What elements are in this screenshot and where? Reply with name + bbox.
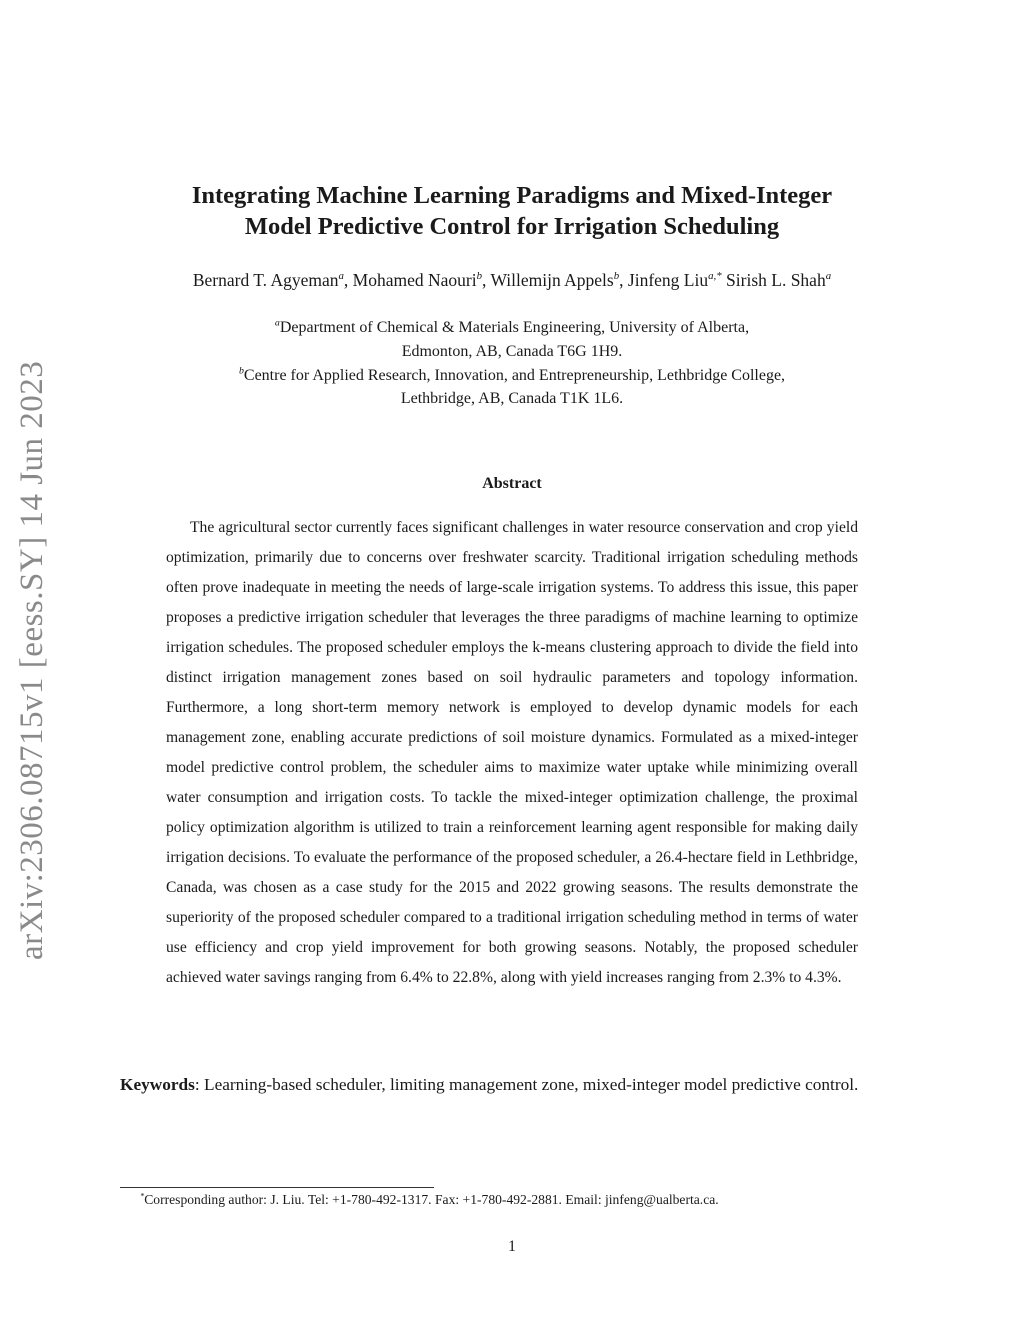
- author-separator: ,: [343, 270, 353, 290]
- affiliation-a-address: Edmonton, AB, Canada T6G 1H9.: [401, 342, 623, 360]
- keywords-text: : Learning-based scheduler, limiting management zone, mixed-integer model predictive control.: [194, 1075, 859, 1094]
- author-name: Bernard T. Agyeman: [192, 270, 339, 290]
- author-separator: ,: [619, 270, 628, 290]
- author-name: Willemijn Appels: [490, 270, 614, 290]
- affiliations: [120, 316, 904, 411]
- author-name: Sirish L. Shah: [726, 270, 826, 290]
- author-affiliation-mark: a: [338, 270, 344, 283]
- page-number: 1: [508, 1238, 516, 1255]
- affiliation-b: [120, 364, 904, 388]
- footnote-rule: [120, 1187, 434, 1188]
- author-separator: ,: [482, 270, 491, 290]
- paper-title: [120, 180, 904, 242]
- abstract-body: [166, 513, 858, 993]
- affiliation-a: [120, 316, 904, 340]
- title-line-2: Model Predictive Control for Irrigation Scheduling: [244, 213, 780, 240]
- affiliation-mark: a: [274, 317, 280, 329]
- abstract-paragraph: The agricultural sector currently faces significant challenges in water resource conservation and crop yield optimization, primarily due to concerns over freshwater scarcity. Traditional irrigation scheduling methods often prove inadequate in meeting the needs of large-scale irrigation systems. To address this issue, this paper proposes a predictive irrigation scheduler that leverages the three paradigms of machine learning to optimize irrigation schedules. The proposed scheduler employs the k-means clustering approach to divide the field into distinct irrigation management zones based on soil hydraulic parameters and topology information. Furthermore, a long short-term memory network is employed to develop dynamic models for each management zone, enabling accurate predictions of soil moisture dynamics. Formulated as a mixed-integer model predictive control problem, the scheduler aims to maximize water uptake while minimizing overall water consumption and irrigation costs. To tackle the mixed-integer optimization challenge, the proximal policy optimization algorithm is utilized to train a reinforcement learning agent responsible for making daily irrigation decisions. To evaluate the performance of the proposed scheduler, a 26.4-hectare field in Lethbridge, Canada, was chosen as a case study for the 2015 and 2022 growing seasons. The results demonstrate the superiority of the proposed scheduler compared to a traditional irrigation scheduling method in terms of water use efficiency and crop yield improvement for both growing seasons. Notably, the proposed scheduler achieved water savings ranging from 6.4% to 22.8%, along with yield increases ranging from 2.3% to 4.3%.: [166, 519, 858, 986]
- affiliation-mark: b: [238, 365, 244, 377]
- author-list: [120, 268, 904, 292]
- corresponding-author-footnote: [120, 1190, 904, 1210]
- author-affiliation-mark: b: [476, 270, 483, 283]
- author-affiliation-mark: a: [825, 270, 832, 283]
- author-affiliation-mark: b: [613, 270, 620, 283]
- footnote-mark: *: [140, 1190, 145, 1201]
- author-name: Jinfeng Liu: [627, 270, 709, 290]
- affiliation-line-1: Department of Chemical & Materials Engineering, University of Alberta,: [279, 319, 750, 336]
- keywords: [120, 1068, 904, 1102]
- title-line-1: Integrating Machine Learning Paradigms and Mixed-Integer: [191, 182, 833, 209]
- keywords-label: Keywords: [120, 1075, 195, 1094]
- footnote-text: Corresponding author: J. Liu. Tel: +1-780-492-1317. Fax: +1-780-492-2881. Email: jinfeng@ualberta.ca.: [144, 1192, 719, 1207]
- author-name: Mohamed Naouri: [352, 270, 477, 290]
- author-affiliation-mark: a,*: [708, 270, 722, 283]
- affiliation-line-1: Centre for Applied Research, Innovation, and Entrepreneurship, Lethbridge College,: [243, 366, 786, 384]
- arxiv-identifier-stamp: arXiv:2306.08715v1 [eess.SY] 14 Jun 2023: [14, 360, 50, 960]
- abstract-heading: Abstract: [482, 475, 542, 492]
- affiliation-b-address: Lethbridge, AB, Canada T1K 1L6.: [400, 390, 624, 408]
